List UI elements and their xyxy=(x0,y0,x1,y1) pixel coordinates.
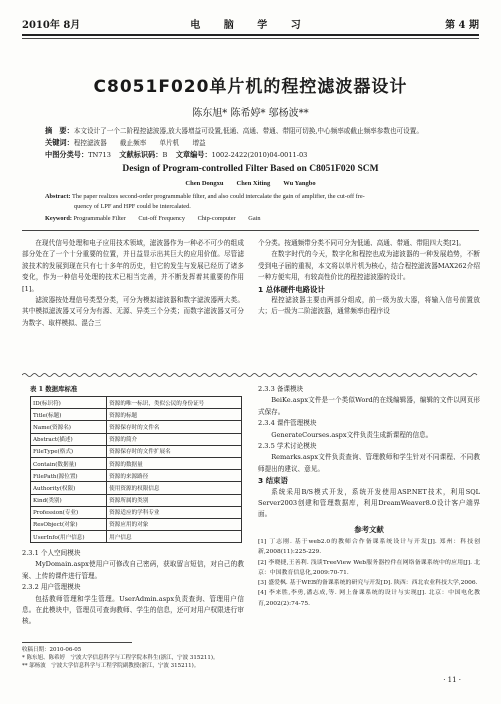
doc-code-value: B xyxy=(162,151,168,159)
clc-value: TN713 xyxy=(88,151,111,159)
running-header xyxy=(22,16,479,32)
intro-paragraph-4: 在数字时代的今天，数字化和程控也成为滤波器的一种发展趋势，不断受到电子届的重视，本文将以单片机为核心，结合程控滤波器MAX262介绍一种方便实用，有较高性价比的程控滤波器的设计。 xyxy=(258,250,480,282)
abstract-cn xyxy=(45,126,461,136)
table-row xyxy=(31,470,242,482)
section-3-heading: 3 结束语 xyxy=(258,476,288,486)
section-2-3-4-heading: 2.3.4 课件管理模块 xyxy=(258,419,317,428)
section-2-3-3-heading: 2.3.3 备课模块 xyxy=(258,385,304,393)
table-cell-description: 资源的简介 xyxy=(107,433,242,445)
section-2-3-4-paragraph: GenerateCourses.aspx文件负责生成新课程的信息。 xyxy=(271,430,433,439)
paper-title: C8051F020单片机的程控滤波器设计 xyxy=(93,77,408,97)
section-2-3-3-paragraph: BeiKe.aspx文件是一个类似Word的在线编辑器，编辑的文件以网页形式保存。 xyxy=(258,396,480,416)
references-heading: 参考文献 xyxy=(354,524,384,534)
english-keywords xyxy=(45,214,463,223)
author-note-1: * 陈东旭、陈希婷 宁波大学信息科学与工程学院本科生(浙江，宁波 315211)。 xyxy=(22,655,219,661)
english-title: Design of Program-controlled Filter Based on C8051F020 SCM xyxy=(122,164,379,174)
conclusion-paragraph: 系统采用B/S模式开发，系统开发使用ASP.NET技术，利用SQL Server2003创建和管理数据库，利用DreamWeaver8.0设计客户端界面。 xyxy=(258,487,480,519)
reference-item: [4] 李来胜,李勇,潘志成,等. 网上备课系统的设计与实现[J]. 北京：中国电化教育,2002(2):74-75. xyxy=(258,590,480,607)
footnotes xyxy=(22,646,322,670)
intro-paragraph-2: 滤波器按处理信号类型分类，可分为模拟滤波器和数字滤波器两大类。其中模拟滤波器又可分为有源、无源、异类三个分类；而数字滤波器又可分为数字、取样模拟、混合三 xyxy=(22,296,244,327)
table-row xyxy=(31,457,242,469)
table-cell-description: 资源所属的类别 xyxy=(107,494,242,506)
section-1-paragraph: 程控滤波器主要由两部分组成，前一级为放大器，将输入信号前置放大；后一级为二阶滤波器，通常频率由程序设 xyxy=(258,296,480,316)
reference-item: [1] 丁志刚. 基于web2.0的教师合作备课系统设计与开发[J]. 郑州：科技创新,2008(11):225-229. xyxy=(258,539,480,556)
table-cell-description: 资源保存时的文件扩展名 xyxy=(107,445,242,457)
english-authors: Chen Dongxu Chen Xiting Wu Yangbo xyxy=(185,180,316,187)
table-row xyxy=(31,531,242,543)
table-cell-field: FilePath(源位置) xyxy=(31,470,107,482)
classification-line xyxy=(45,150,461,160)
section-2-3-1-paragraph: MyDomain.aspx使用户可修改自己密码，获取留言短信，对自己的教案、上传的课件进行管理。 xyxy=(22,560,244,580)
article-id-value: 1002-2422(2010)04-0011-03 xyxy=(211,151,308,159)
wavy-page-break xyxy=(22,372,480,378)
keywords-cn-text: 程控滤波器 截止频率 单片机 增益 xyxy=(73,139,206,147)
reference-item: [2] 李晓捷,王善利. 浅谈TreeView Web服务器控件在网络备课系统中的应用[J]. 北京：中国教育信息化,2009:70-71. xyxy=(258,559,480,576)
table-cell-field: Kind(类别) xyxy=(31,494,107,506)
paper-authors: 陈东旭* 陈希婷* 邬杨波** xyxy=(192,108,309,119)
table-cell-description: 资源的唯一标识，类似公民的身份证号 xyxy=(107,397,242,409)
intro-paragraph-3: 个分类。按通频带分类不同可分为低通、高通、带通、带阻四大类[2]。 xyxy=(258,239,466,247)
intro-left-column xyxy=(22,238,244,329)
table-caption: 表 1 数据库标准 xyxy=(30,385,78,393)
table-cell-description: 用户信息 xyxy=(107,531,242,543)
keywords-cn xyxy=(45,138,461,148)
table-row xyxy=(31,397,242,409)
english-abstract xyxy=(45,192,463,201)
section-2-3-5-paragraph: Remarks.aspx文件负责查询、管理教师和学生针对不同课程、不同教师提出的建议、意见。 xyxy=(258,453,480,473)
table-cell-description: 资源适应的学科专业 xyxy=(107,506,242,518)
table-cell-description: 资源保存时的文件名 xyxy=(107,421,242,433)
english-abstract-cont: quency of LPF and HPF could be intercalated. xyxy=(74,203,191,210)
header-issue: 第 4 期 xyxy=(445,20,479,31)
author-note-2: ** 邬杨波 宁波大学信息科学与工程学院副教授(浙江，宁波 315211)。 xyxy=(22,663,200,669)
table-row xyxy=(31,445,242,457)
table-row xyxy=(31,506,242,518)
header-date: 2010年 8月 xyxy=(22,20,81,31)
table-cell-description: 资源的标题 xyxy=(107,409,242,421)
english-abstract-label: Abstract: xyxy=(45,193,71,200)
table-cell-field: ID(标识符) xyxy=(31,397,107,409)
section-2-3-2-paragraph: 包括教师管理和学生管理。UserAdmin.aspx负责查询、管理用户信息。在此模块中，管理员可查询教师、学生的信息，还可对用户权限进行审核。 xyxy=(22,594,244,626)
clc-label: 中图分类号： xyxy=(45,150,89,159)
table-cell-field: Authority(权限) xyxy=(31,482,107,494)
reference-list xyxy=(258,537,480,608)
doc-code-label: 文献标识码： xyxy=(119,150,163,159)
footnote-rule xyxy=(22,642,132,643)
header-rule xyxy=(22,34,479,36)
header-rule-thin xyxy=(22,38,479,39)
article-id-label: 文章编号： xyxy=(175,150,212,159)
table-cell-field: Abstract(描述) xyxy=(31,433,107,445)
lower-left-column xyxy=(22,548,244,628)
table-cell-field: Contain(数据量) xyxy=(31,457,107,469)
table-cell-description: 资源应用的对象 xyxy=(107,518,242,530)
table-cell-description: 使用资源的权限信息 xyxy=(107,482,242,494)
english-keywords-label: Keyword: xyxy=(45,215,72,222)
english-abstract-line1: The paper realizes second-order programmable filter, and also could intercalate the gain of amplifier, the cut-off fre- xyxy=(72,193,365,200)
table-row xyxy=(31,494,242,506)
section-2-3-1-heading: 2.3.1 个人空间模块 xyxy=(22,549,81,557)
english-keywords-text: Programmable Filter Cut-off Frequency Chip-computer Gain xyxy=(73,215,261,222)
table-row xyxy=(31,482,242,494)
table-row xyxy=(31,409,242,421)
section-2-3-5-heading: 2.3.5 学术讨论模块 xyxy=(258,442,317,451)
lower-right-column xyxy=(258,384,480,609)
reference-item: [3] 盛爱枫. 基于WEB的备课系统的研究与开发[D]. 陕西：西北农业科技大学,2006. xyxy=(258,580,478,587)
received-date: 收稿日期：2010-06-05 xyxy=(22,647,82,653)
abstract-cn-text: 本文设计了一个二阶程控滤波器,放大器增益可设置,低通、高通、带通、带阻可切换,中心频率或截止频率参数也可设置。 xyxy=(73,127,423,135)
table-cell-field: ResObject(对象) xyxy=(31,518,107,530)
table-cell-field: UserInfo(用户信息) xyxy=(31,531,107,543)
keywords-cn-label: 关键词： xyxy=(45,138,74,147)
abstract-separator xyxy=(22,230,479,231)
table-row xyxy=(31,433,242,445)
table-row xyxy=(31,421,242,433)
table-cell-description: 资源的来源路径 xyxy=(107,470,242,482)
header-journal: 电 脑 学 习 xyxy=(190,20,311,31)
table-row xyxy=(31,518,242,530)
section-1-heading: 1 总体硬件电路设计 xyxy=(258,284,325,294)
intro-paragraph-1: 在现代信号处理和电子应用技术领域，滤波器作为一种必不可少的组成部分处在了一个十分重要的位置，并日益显示出其巨大的应用价值。尽管滤波技术的发展到现在只有七十多年的历史，但它的发生与发展已经历了诸多变化，作为一种信号处理的技术已相当完善，并不断发挥着其重要的作用[1]。 xyxy=(22,239,244,293)
intro-right-column xyxy=(258,238,480,318)
database-standard-table xyxy=(30,396,242,543)
table-cell-field: Profession(专业) xyxy=(31,506,107,518)
table-cell-field: Name(资源名) xyxy=(31,421,107,433)
table-cell-field: Title(标题) xyxy=(31,409,107,421)
page-number: · 11 · xyxy=(443,676,461,684)
table-cell-field: FileType(格式) xyxy=(31,445,107,457)
abstract-cn-label: 摘 要： xyxy=(45,126,74,135)
section-2-3-2-heading: 2.3.2 用户管理模块 xyxy=(22,583,81,592)
table-cell-description: 资源的数据量 xyxy=(107,457,242,469)
